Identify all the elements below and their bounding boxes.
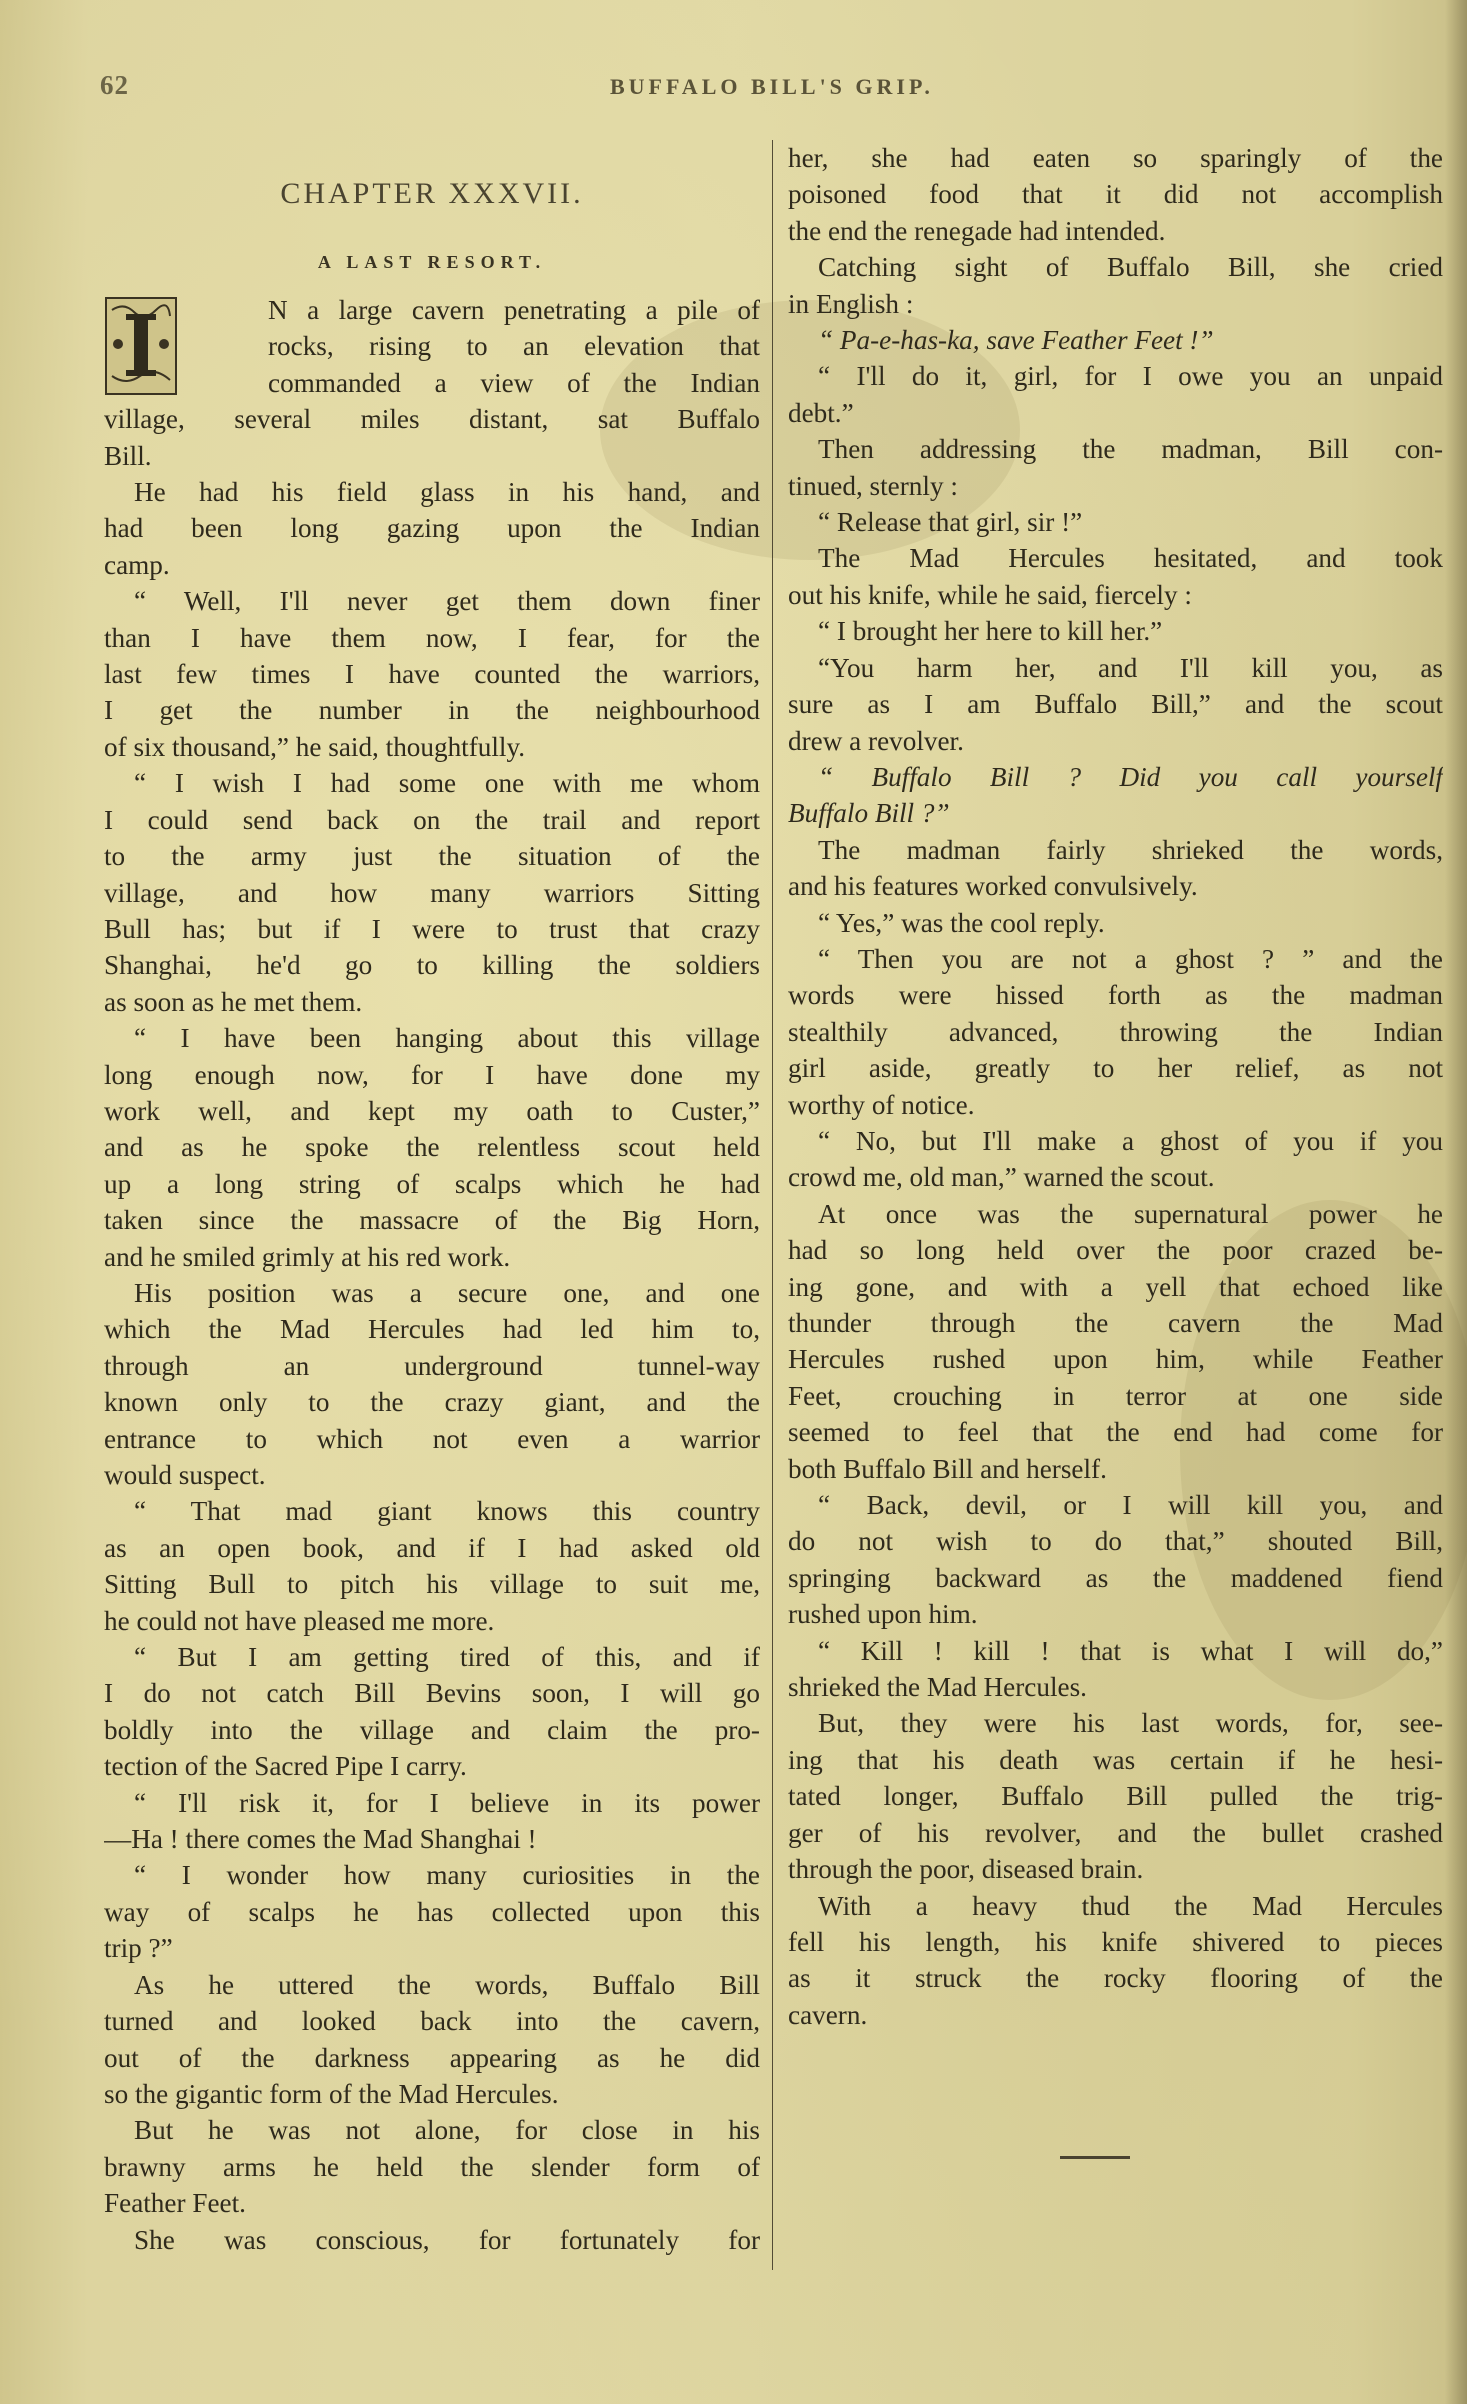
end-of-chapter-rule [1060, 2156, 1130, 2159]
paragraph-line: He had his field glass in his hand, and [134, 477, 760, 508]
paragraph-line: sure as I am Buffalo Bill,” and the scout [788, 689, 1443, 720]
paragraph-line: She was conscious, for fortunately for [134, 2224, 760, 2255]
paragraph-line: rushed upon him. [788, 1599, 978, 1630]
page-edge-shadow [1445, 0, 1467, 2404]
paragraph-line: ger of his revolver, and the bullet crashed [788, 1817, 1443, 1848]
paragraph-line: tection of the Sacred Pipe I carry. [104, 1751, 467, 1782]
paragraph-line: the end the renegade had intended. [788, 215, 1166, 246]
paragraph-line: through the poor, diseased brain. [788, 1854, 1144, 1885]
chapter-subtitle: A LAST RESORT. [317, 252, 547, 272]
running-title: BUFFALO BILL'S GRIP. [610, 74, 934, 99]
paragraph-line: out his knife, while he said, fiercely : [788, 579, 1192, 610]
paragraph-line: “ Buffalo Bill ? Did you call yourself [818, 761, 1443, 792]
paragraph-line: tinued, sternly : [788, 470, 958, 501]
paragraph-line: Catching sight of Buffalo Bill, she cried [818, 252, 1443, 283]
paragraph-line: known only to the crazy giant, and the [104, 1387, 760, 1418]
paragraph-line: ing gone, and with a yell that echoed like [788, 1271, 1443, 1302]
paragraph-line: But, they were his last words, for, see- [818, 1708, 1443, 1739]
paragraph-line: do not wish to do that,” shouted Bill, [788, 1526, 1443, 1557]
paragraph-line: through an underground tunnel-way [104, 1350, 760, 1381]
paragraph-line: so the gigantic form of the Mad Hercules. [104, 2078, 559, 2109]
paragraph-line: I get the number in the neighbourhood [104, 695, 760, 726]
paragraph-line: “ Well, I'll never get them down finer [134, 586, 760, 617]
paragraph-line: “ Back, devil, or I will kill you, and [818, 1490, 1443, 1521]
paragraph-line: boldly into the village and claim the pro- [104, 1714, 760, 1745]
paragraph-line: As he uttered the words, Buffalo Bill [134, 1969, 760, 2000]
paragraph-line: debt.” [788, 397, 854, 428]
paragraph-line: Feet, crouching in terror at one side [788, 1380, 1443, 1411]
paragraph-line: camp. [104, 549, 170, 580]
paragraph-line: At once was the supernatural power he [818, 1198, 1443, 1229]
paragraph-line: would suspect. [104, 1460, 266, 1490]
paragraph-line: “ Pa-e-has-ka, save Feather Feet !” [818, 325, 1214, 356]
paragraph-line: rocks, rising to an elevation that [268, 331, 760, 362]
paragraph-line: tated longer, Buffalo Bill pulled the trig- [788, 1781, 1443, 1812]
paragraph-line: “ I'll risk it, for I believe in its power [134, 1787, 760, 1818]
paragraph-line: thunder through the cavern the Mad [788, 1308, 1443, 1338]
paragraph-line: words were hissed forth as the madman [788, 980, 1443, 1011]
paragraph-line: and his features worked convulsively. [788, 871, 1198, 902]
paragraph-line: work well, and kept my oath to Custer,” [104, 1095, 760, 1126]
paragraph-line: But he was not alone, for close in his [134, 2115, 760, 2146]
paragraph-line: cavern. [788, 1999, 868, 2030]
paragraph-line: he could not have pleased me more. [104, 1605, 495, 1636]
paragraph-line: as soon as he met them. [104, 986, 363, 1017]
paragraph-line: had so long held over the poor crazed be- [788, 1235, 1443, 1266]
paragraph-line: “ I have been hanging about this village [134, 1023, 760, 1054]
paragraph-line: seemed to feel that the end had come for [788, 1417, 1443, 1448]
chapter-title: CHAPTER XXXVII. [280, 177, 584, 210]
paragraph-line: than I have them now, I fear, for the [104, 622, 760, 653]
paragraph-line: commanded a view of the Indian [268, 367, 760, 398]
paragraph-line: N a large cavern penetrating a pile of [268, 295, 760, 325]
paragraph-line: entrance to which not even a warrior [104, 1423, 760, 1454]
paragraph-line: “ Yes,” was the cool reply. [818, 907, 1105, 938]
paragraph-line: long enough now, for I have done my [104, 1059, 760, 1090]
page-number: 62 [100, 70, 129, 100]
paragraph-line: village, and how many warriors Sitting [104, 877, 760, 908]
paragraph-line: girl aside, greatly to her relief, as not [788, 1053, 1443, 1084]
paragraph-line: ing that his death was certain if he hesi- [788, 1744, 1443, 1775]
paragraph-line: turned and looked back into the cavern, [104, 2006, 760, 2037]
paragraph-line: Feather Feet. [104, 2188, 246, 2219]
paragraph-line: “ No, but I'll make a ghost of you if you [818, 1125, 1443, 1156]
paragraph-line: trip ?” [104, 1933, 173, 1964]
paragraph-line: as an open book, and if I had asked old [104, 1532, 760, 1563]
paragraph-line: Then addressing the madman, Bill con- [818, 434, 1443, 465]
paragraph-line: drew a revolver. [788, 725, 964, 756]
paragraph-line: which the Mad Hercules had led him to, [104, 1314, 760, 1345]
paragraph-line: “ I'll do it, girl, for I owe you an unpaid [818, 361, 1443, 392]
paragraph-line: way of scalps he has collected upon this [104, 1896, 760, 1927]
paragraph-line: taken since the massacre of the Big Horn, [104, 1205, 760, 1236]
paragraph-line: Shanghai, he'd go to killing the soldiers [104, 950, 760, 981]
paragraph-line: of six thousand,” he said, thoughtfully. [104, 731, 526, 762]
paragraph-line: “ I wish I had some one with me whom [134, 768, 760, 799]
paragraph-line: Sitting Bull to pitch his village to suit me, [104, 1569, 760, 1600]
paragraph-line: With a heavy thud the Mad Hercules [818, 1890, 1443, 1921]
column-divider [772, 140, 773, 2270]
paragraph-line: “You harm her, and I'll kill you, as [818, 652, 1443, 683]
paragraph-line: out of the darkness appearing as he did [104, 2042, 760, 2073]
paragraph-line: His position was a secure one, and one [134, 1277, 760, 1308]
paragraph-line: as it struck the rocky flooring of the [788, 1963, 1443, 1994]
paragraph-line: “ That mad giant knows this country [134, 1496, 760, 1527]
paragraph-line: Bill. [104, 440, 152, 471]
paragraph-line: worthy of notice. [788, 1089, 975, 1120]
paragraph-line: village, several miles distant, sat Buffalo [104, 404, 760, 435]
paragraph-line: springing backward as the maddened fiend [788, 1562, 1443, 1593]
paragraph-line: in English : [788, 288, 914, 319]
paragraph-line: “ But I am getting tired of this, and if [134, 1642, 760, 1673]
paragraph-line: her, she had eaten so sparingly of the [788, 143, 1443, 173]
paragraph-line: I do not catch Bill Bevins soon, I will go [104, 1678, 760, 1709]
paragraph-line: and he smiled grimly at his red work. [104, 1241, 511, 1272]
paragraph-line: to the army just the situation of the [104, 841, 760, 872]
ornamental-initial-icon [104, 296, 178, 396]
paragraph-line: —Ha ! there comes the Mad Shanghai ! [104, 1824, 537, 1855]
paragraph-line: last few times I have counted the warriors, [104, 659, 760, 690]
paragraph-line: and as he spoke the relentless scout held [104, 1132, 760, 1163]
paragraph-line: brawny arms he held the slender form of [104, 2151, 760, 2182]
paragraph-line: stealthily advanced, throwing the Indian [788, 1016, 1443, 1047]
paragraph-line: “ I brought her here to kill her.” [818, 616, 1163, 647]
paragraph-line: up a long string of scalps which he had [104, 1168, 760, 1199]
paragraph-line: Buffalo Bill ?” [788, 798, 950, 829]
paragraph-line: The Mad Hercules hesitated, and took [818, 543, 1443, 574]
paragraph-line: I could send back on the trail and report [104, 804, 760, 835]
paragraph-line: shrieked the Mad Hercules. [788, 1672, 1087, 1703]
paragraph-line: Hercules rushed upon him, while Feather [788, 1344, 1443, 1375]
paragraph-line: fell his length, his knife shivered to pieces [788, 1926, 1443, 1957]
paragraph-line: “ I wonder how many curiosities in the [134, 1860, 760, 1891]
paragraph-line: The madman fairly shrieked the words, [818, 834, 1443, 865]
right-column [788, 140, 1443, 2033]
paragraph-line: both Buffalo Bill and herself. [788, 1453, 1107, 1484]
paragraph-line: crowd me, old man,” warned the scout. [788, 1162, 1215, 1193]
running-head [100, 70, 1440, 110]
paragraph-line: “ Kill ! kill ! that is what I will do,” [818, 1635, 1443, 1666]
paragraph-line: Bull has; but if I were to trust that crazy [104, 913, 760, 944]
paragraph-line: “ Then you are not a ghost ? ” and the [818, 943, 1443, 974]
left-column [104, 140, 760, 2258]
paragraph-line: “ Release that girl, sir !” [818, 507, 1083, 538]
paragraph-line: poisoned food that it did not accomplish [788, 179, 1443, 210]
paragraph-line: had been long gazing upon the Indian [104, 513, 760, 544]
